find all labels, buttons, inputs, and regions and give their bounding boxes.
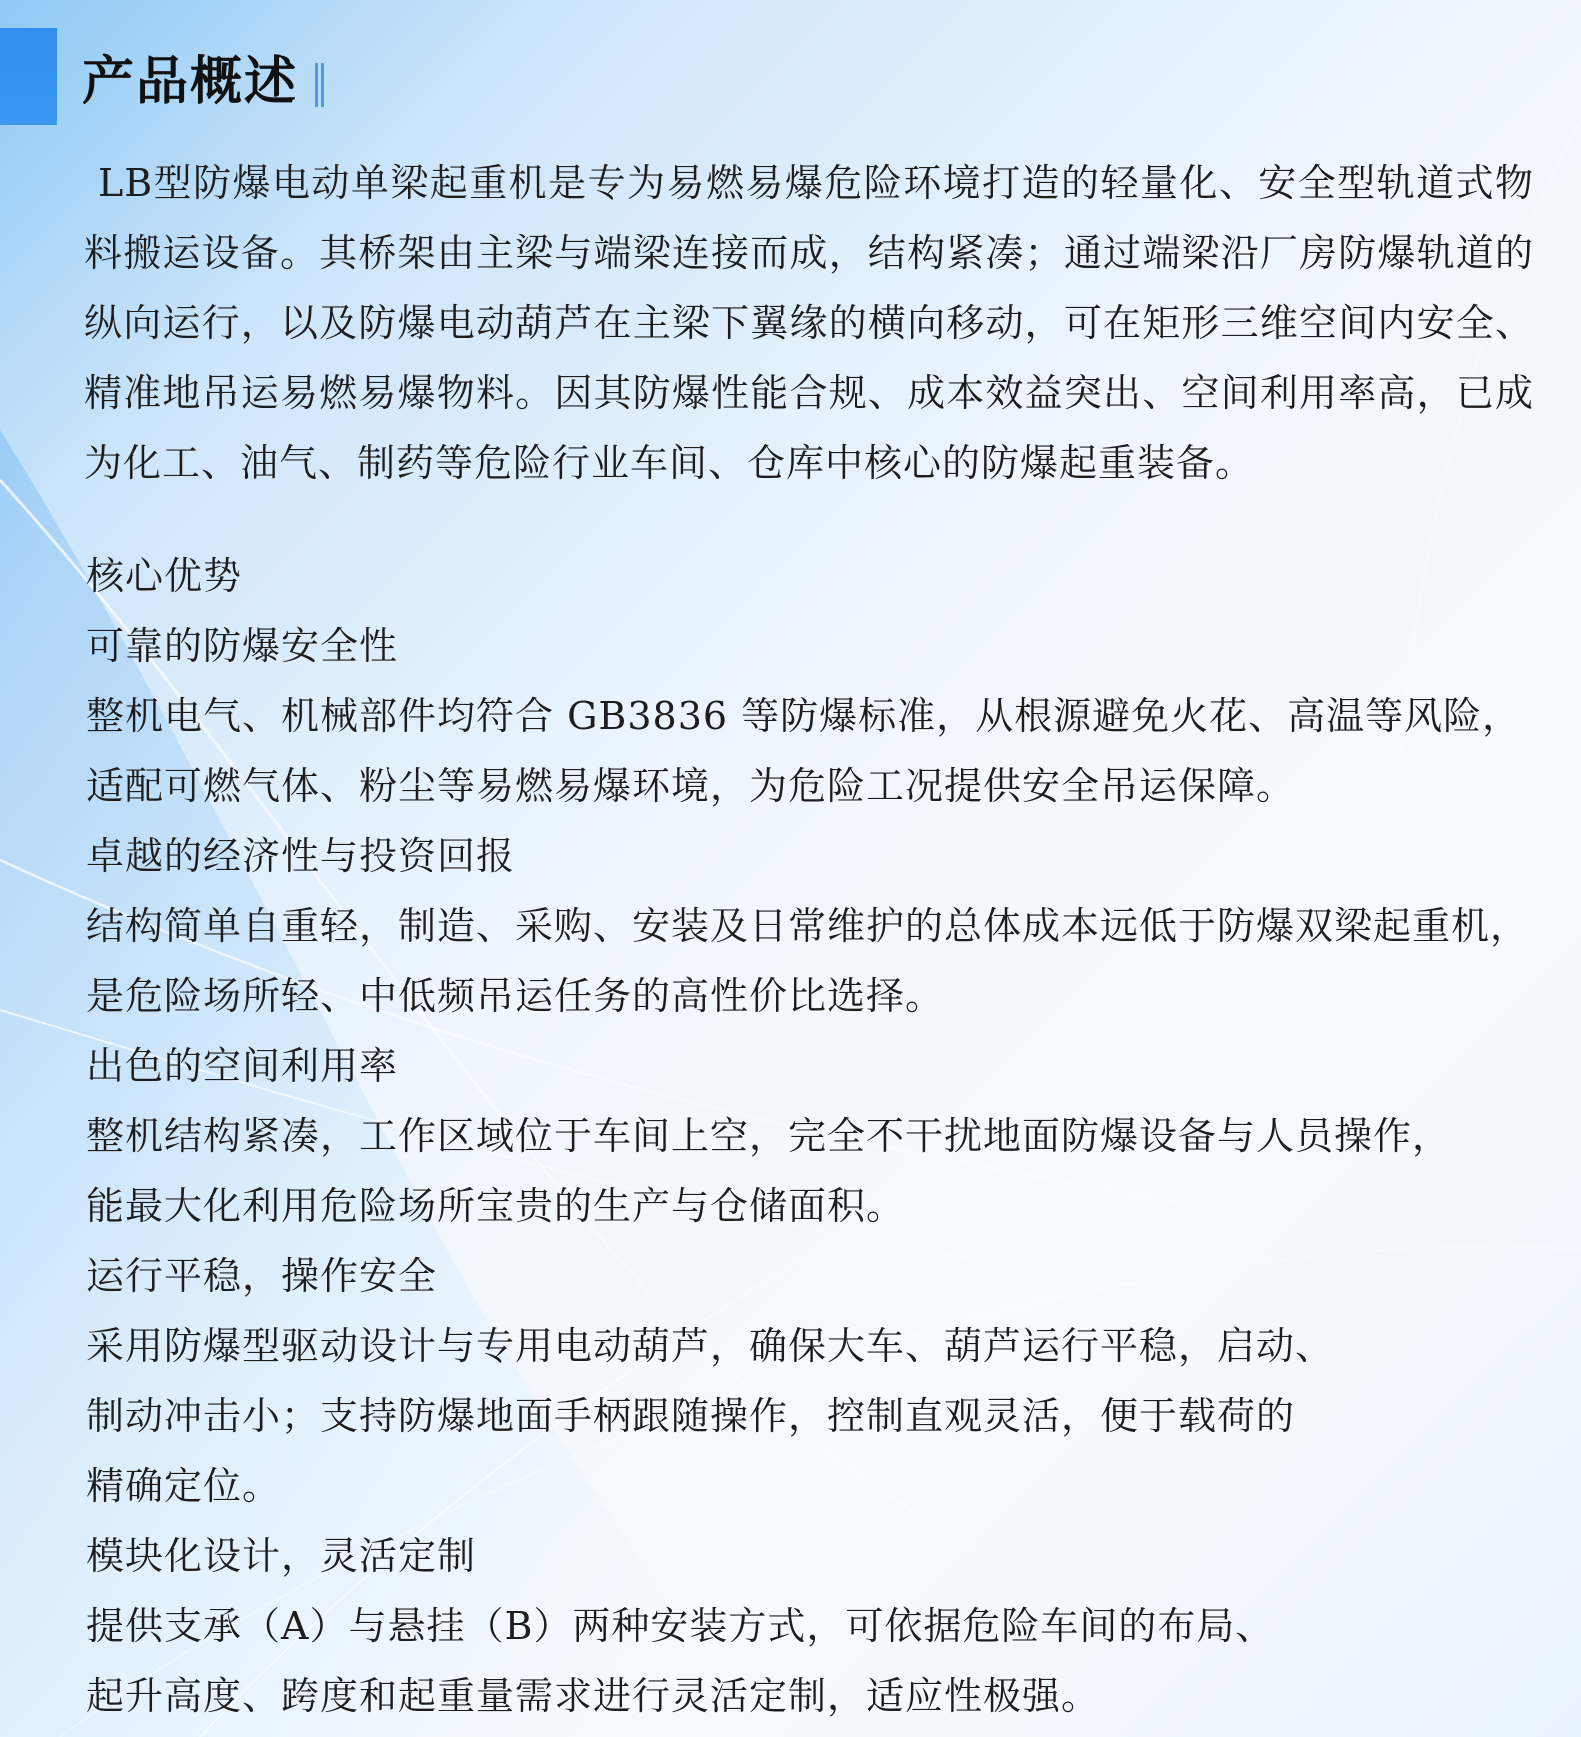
advantage-line: 采用防爆型驱动设计与专用电动葫芦，确保大车、葫芦运行平稳，启动、 — [86, 1324, 1335, 1368]
advantage-line: 能最大化利用危险场所宝贵的生产与仓储面积。 — [86, 1184, 906, 1228]
advantages-section — [86, 541, 1530, 1731]
advantage-line: 是危险场所轻、中低频吊运任务的高性价比选择。 — [86, 974, 945, 1018]
advantage-line: 整机电气、机械部件均符合 GB3836 等防爆标准，从根源避免火花、高温等风险， — [86, 694, 1522, 738]
advantage-title: 出色的空间利用率 — [86, 1044, 399, 1088]
advantage-line: 结构简单自重轻，制造、采购、安装及日常维护的总体成本远低于防爆双梁起重机， — [86, 904, 1530, 948]
advantage-line: 整机结构紧凑，工作区域位于车间上空，完全不干扰地面防爆设备与人员操作， — [86, 1114, 1452, 1158]
advantage-title: 运行平稳，操作安全 — [86, 1254, 438, 1298]
title-double-bar-icon — [315, 63, 327, 107]
advantage-line: 起升高度、跨度和起重量需求进行灵活定制，适应性极强。 — [86, 1674, 1101, 1718]
title-accent-bar — [0, 28, 57, 125]
advantage-line: 精确定位。 — [86, 1464, 282, 1508]
advantage-line: 适配可燃气体、粉尘等易燃易爆环境，为危险工况提供安全吊运保障。 — [86, 764, 1296, 808]
page-title: 产品概述 — [82, 52, 299, 112]
advantage-line: 提供支承（A）与悬挂（B）两种安装方式，可依据危险车间的布局、 — [86, 1604, 1275, 1648]
advantage-title: 可靠的防爆安全性 — [86, 624, 399, 668]
intro-paragraph: LB型防爆电动单梁起重机是专为易燃易爆危险环境打造的轻量化、安全型轨道式物料搬运设备。其桥架由主梁与端梁连接而成，结构紧凑；通过端梁沿厂房防爆轨道的纵向运行，以及防爆电动葫芦在主梁下翼缘的横向移动，可在矩形三维空间内安全、精准地吊运易燃易爆物料。因其防爆性能合规、成本效益突出、空间利用率高，已成为化工、油气、制药等危险行业车间、仓库中核心的防爆起重装备。 — [84, 161, 1534, 485]
advantage-line: 制动冲击小；支持防爆地面手柄跟随操作，控制直观灵活，便于载荷的 — [86, 1394, 1296, 1438]
advantage-title: 卓越的经济性与投资回报 — [86, 834, 516, 878]
advantage-title: 模块化设计，灵活定制 — [86, 1534, 477, 1578]
advantages-heading: 核心优势 — [86, 554, 243, 598]
